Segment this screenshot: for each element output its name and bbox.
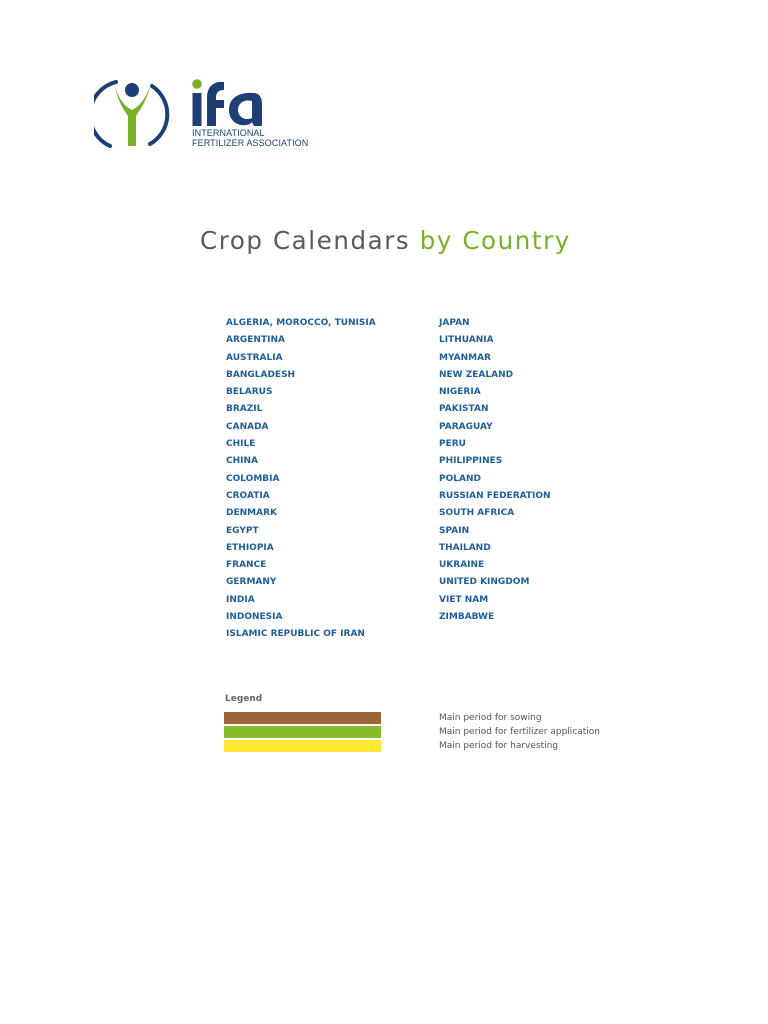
page-title: [200, 226, 571, 255]
legend-swatch-harvesting: [224, 740, 381, 752]
country-link[interactable]: PARAGUAY: [439, 421, 493, 432]
country-link[interactable]: PERU: [439, 439, 466, 450]
country-link[interactable]: BELARUS: [226, 387, 273, 398]
country-link[interactable]: JAPAN: [439, 318, 470, 328]
country-link[interactable]: SPAIN: [439, 525, 470, 536]
country-link[interactable]: ZIMBABWE: [439, 612, 495, 623]
legend-label-harvesting: Main period for harvesting: [439, 741, 559, 751]
country-link[interactable]: UNITED KINGDOM: [439, 577, 530, 588]
country-link[interactable]: GERMANY: [226, 577, 277, 588]
legend-swatch-sowing: [224, 712, 381, 724]
country-link[interactable]: ALGERIA, MOROCCO, TUNISIA: [226, 318, 376, 328]
country-link[interactable]: AUSTRALIA: [226, 352, 283, 363]
country-link[interactable]: THAILAND: [439, 542, 491, 553]
page-title-accent: by Country: [419, 226, 571, 255]
country-link[interactable]: SOUTH AFRICA: [439, 508, 515, 519]
country-link[interactable]: INDONESIA: [226, 612, 283, 623]
logo-line-1: INTERNATIONAL: [192, 128, 265, 138]
country-link[interactable]: PHILIPPINES: [439, 456, 503, 467]
ifa-logo: [94, 76, 309, 152]
country-link[interactable]: INDIA: [226, 594, 255, 605]
country-link[interactable]: POLAND: [439, 473, 481, 484]
country-link[interactable]: ISLAMIC REPUBLIC OF IRAN: [226, 629, 365, 640]
country-link[interactable]: CANADA: [226, 421, 269, 432]
logo-line-2: FERTILIZER ASSOCIATION: [192, 138, 309, 148]
country-link[interactable]: ETHIOPIA: [226, 542, 274, 553]
country-link[interactable]: NEW ZEALAND: [439, 369, 514, 380]
country-link[interactable]: LITHUANIA: [439, 335, 494, 346]
country-link[interactable]: CHILE: [226, 439, 256, 450]
country-link[interactable]: UKRAINE: [439, 560, 485, 571]
legend-swatch-fertilizer: [224, 726, 381, 738]
legend-label-sowing: Main period for sowing: [439, 713, 542, 723]
country-link[interactable]: FRANCE: [226, 560, 267, 571]
legend-title: Legend: [225, 694, 263, 704]
country-link[interactable]: EGYPT: [226, 525, 259, 536]
legend-label-fertilizer: Main period for fertilizer application: [439, 727, 601, 737]
country-link[interactable]: NIGERIA: [439, 387, 481, 398]
country-link[interactable]: CROATIA: [226, 490, 270, 501]
country-link[interactable]: PAKISTAN: [439, 404, 489, 415]
logo-association-name: [192, 128, 308, 148]
country-link[interactable]: BANGLADESH: [226, 369, 296, 380]
country-list-right: [439, 315, 551, 626]
country-link[interactable]: VIET NAM: [439, 594, 489, 605]
country-list-left: [226, 315, 376, 644]
country-link[interactable]: MYANMAR: [439, 352, 491, 363]
country-link[interactable]: CHINA: [226, 456, 258, 467]
country-link[interactable]: ARGENTINA: [226, 335, 285, 346]
country-link[interactable]: BRAZIL: [226, 404, 263, 415]
country-link[interactable]: COLOMBIA: [226, 473, 280, 484]
page-title-main: Crop Calendars: [200, 226, 411, 255]
country-link[interactable]: RUSSIAN FEDERATION: [439, 490, 551, 501]
country-link[interactable]: DENMARK: [226, 508, 277, 519]
